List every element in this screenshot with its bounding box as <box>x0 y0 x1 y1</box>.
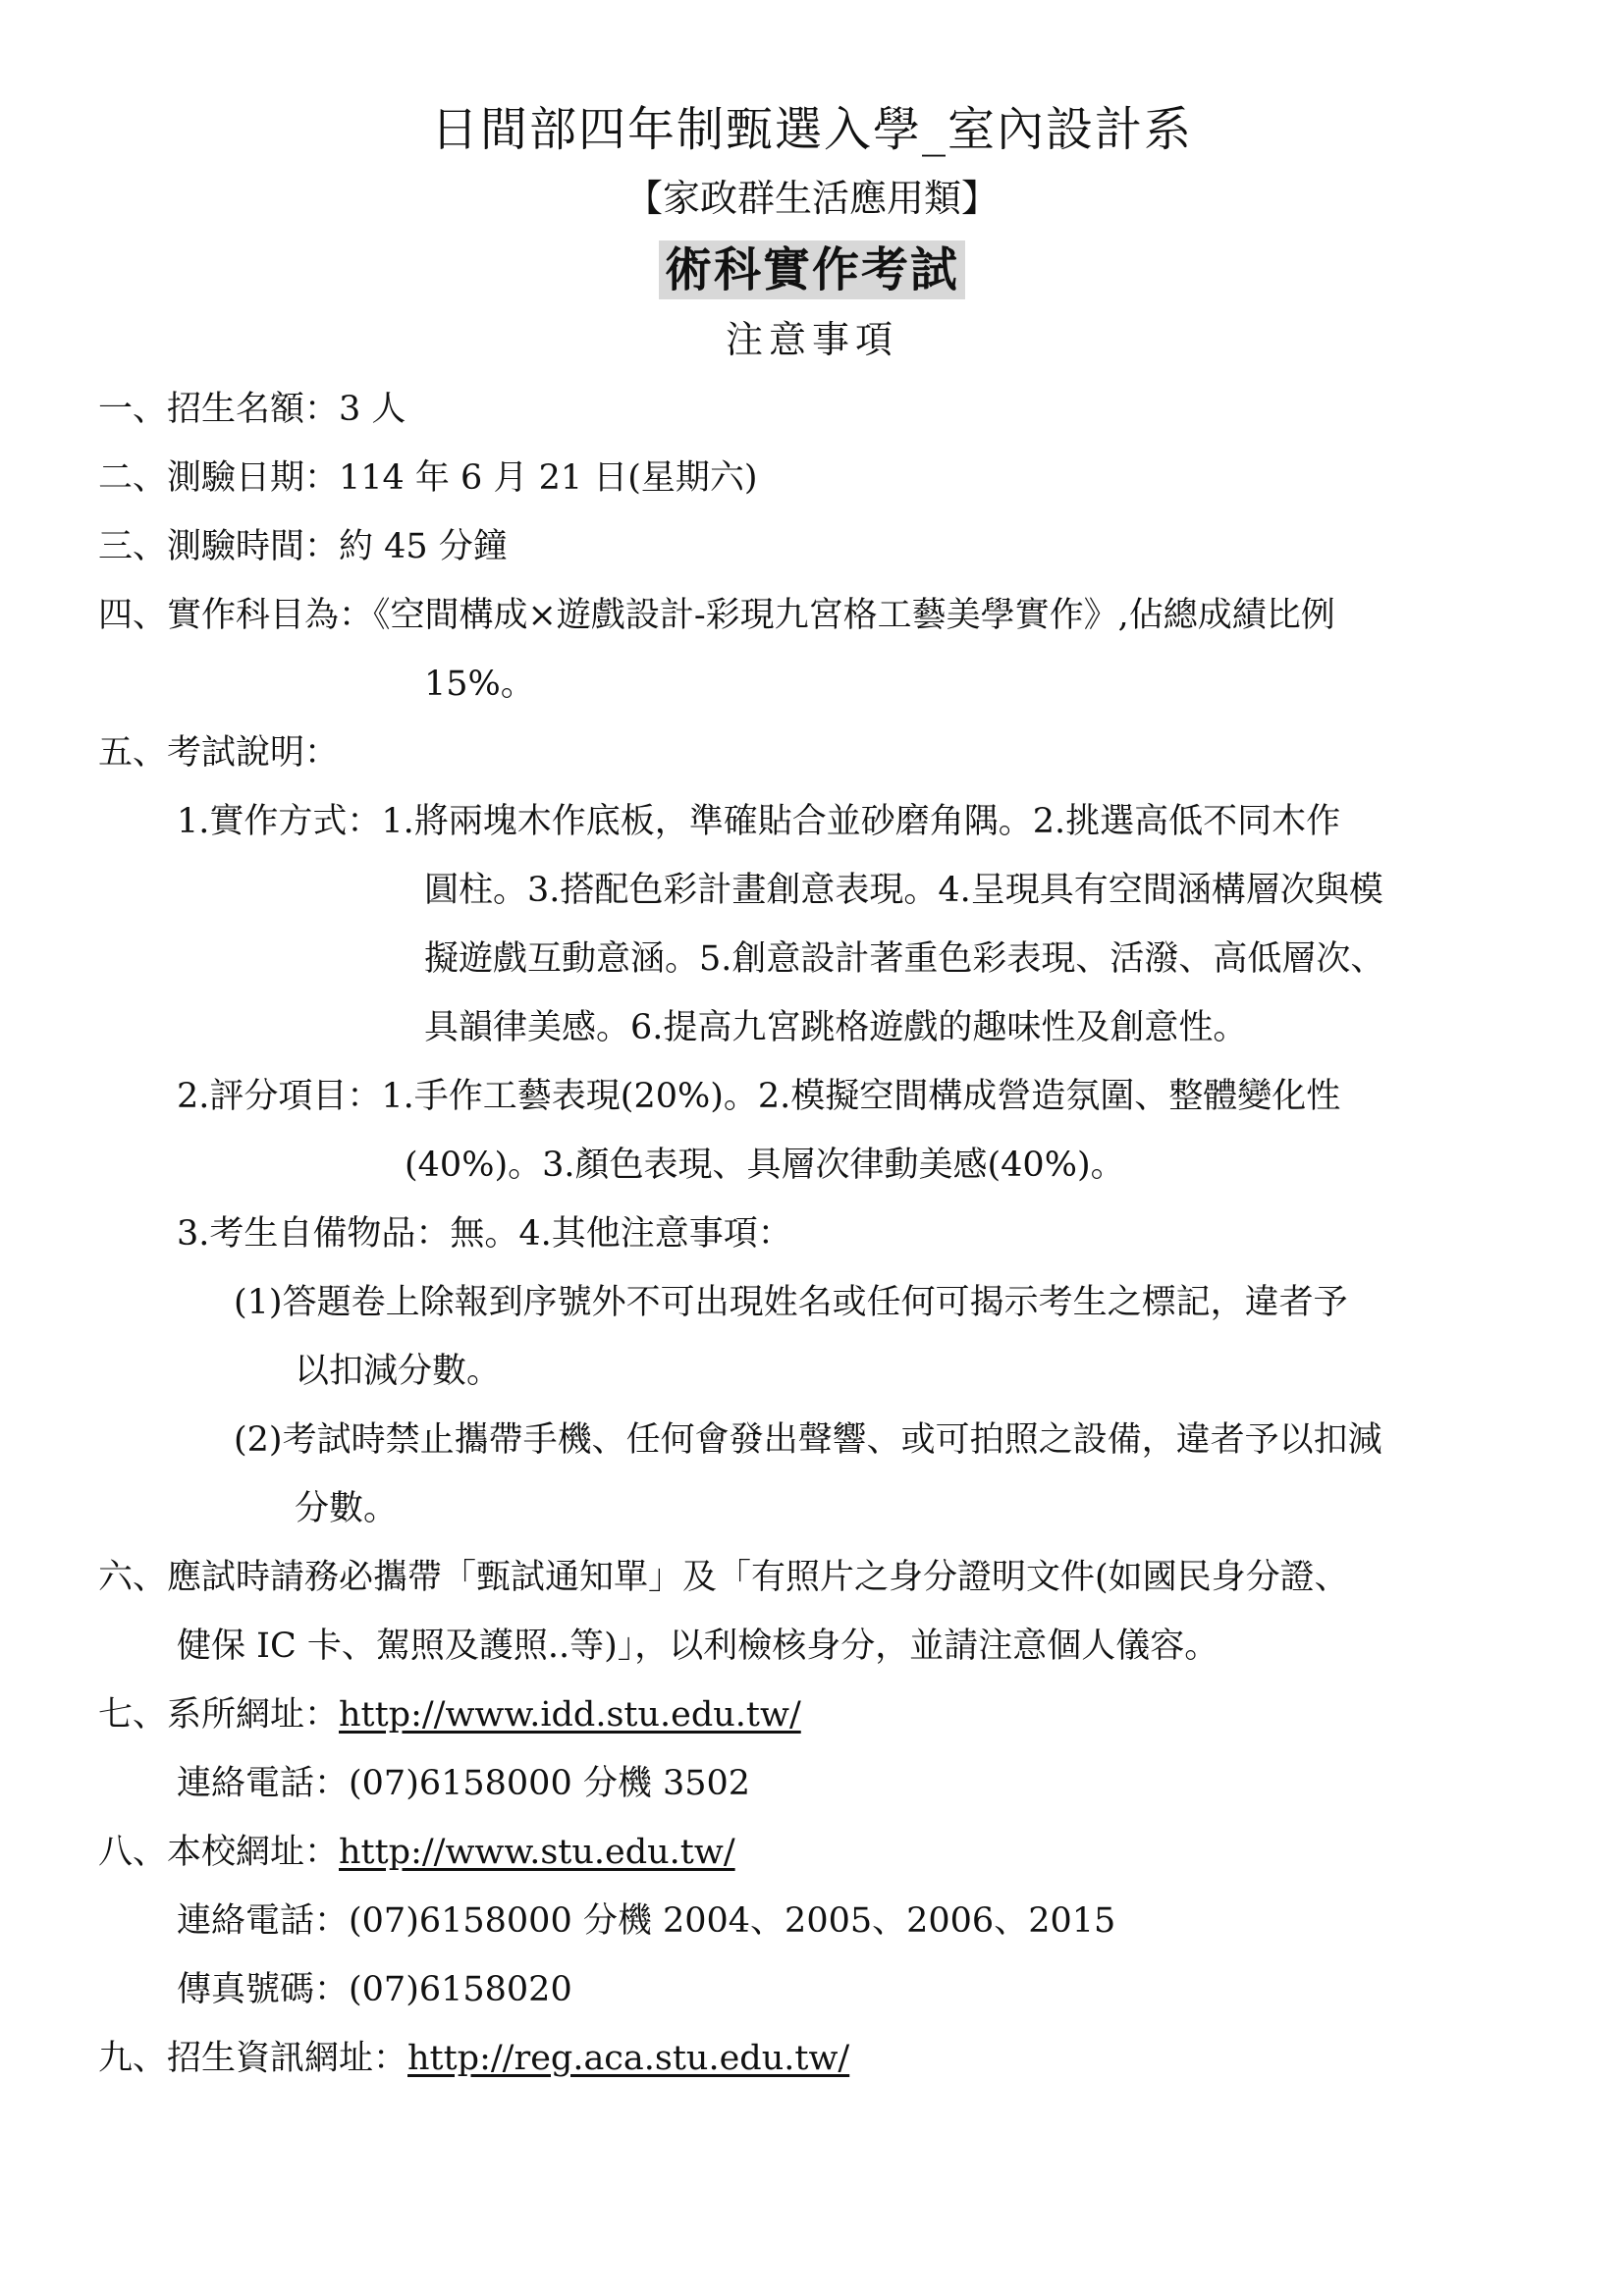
notice-heading: 注意事項 <box>725 318 898 361</box>
method-line4: 具韻律美感。6.提高九宮跳格遊戲的趣味性及創意性。 <box>424 1008 1248 1047</box>
school-fax: 傳真號碼：(07)6158020 <box>177 1970 572 2009</box>
exam-heading-text: 術科實作考試 <box>659 240 965 299</box>
item-exam-description: 五、考試說明： <box>98 733 340 773</box>
note2-line2: 分數。 <box>295 1489 399 1528</box>
admission-website-link[interactable]: http://reg.aca.stu.edu.tw/ <box>407 2039 850 2078</box>
note1-line2: 以扣減分數。 <box>295 1352 502 1391</box>
note1-line1: (1)答題卷上除報到序號外不可出現姓名或任何可揭示考生之標記，違者予 <box>234 1283 1348 1322</box>
method-line1: 1.實作方式：1.將兩塊木作底板，準確貼合並砂磨角隅。2.挑選高低不同木作 <box>177 802 1341 841</box>
id-requirement-line2: 健保 IC 卡、駕照及護照..等)」，以利檢核身分，並請注意個人儀容。 <box>177 1627 1219 1666</box>
exam-heading <box>0 240 1624 299</box>
id-requirement-line1: 六、應試時請務必攜帶「甄試通知單」及「有照片之身分證明文件(如國民身分證、 <box>98 1558 1349 1597</box>
category-heading: 【家政群生活應用類】 <box>624 177 999 220</box>
item-quota: 一、招生名額：3 人 <box>98 390 406 429</box>
school-website-link[interactable]: http://www.stu.edu.tw/ <box>339 1833 735 1872</box>
school-phone: 連絡電話：(07)6158000 分機 2004、2005、2006、2015 <box>177 1901 1116 1941</box>
page-title: 日間部四年制甄選入學_室內設計系 <box>430 102 1193 157</box>
dept-website-label: 七、系所網址： <box>98 1695 340 1735</box>
dept-website-link[interactable]: http://www.idd.stu.edu.tw/ <box>339 1695 801 1735</box>
note2-line1: (2)考試時禁止攜帶手機、任何會發出聲響、或可拍照之設備，違者予以扣減 <box>234 1420 1382 1460</box>
dept-website-row <box>98 1693 801 1736</box>
school-website-row <box>98 1831 735 1874</box>
scoring-line1: 2.評分項目：1.手作工藝表現(20%)。2.模擬空間構成營造氛圍、整體變化性 <box>177 1077 1341 1116</box>
item-subject-line1: 四、實作科目為：《空間構成×遊戲設計-彩現九宮格工藝美學實作》,佔總成績比例 <box>98 596 1335 635</box>
item-date: 二、測驗日期：114 年 6 月 21 日(星期六) <box>98 458 758 498</box>
admission-website-row <box>98 2037 849 2080</box>
item-time: 三、測驗時間：約 45 分鐘 <box>98 527 508 566</box>
admission-website-label: 九、招生資訊網址： <box>98 2039 408 2078</box>
item-subject-line2: 15%。 <box>424 665 535 704</box>
method-line3: 擬遊戲互動意涵。5.創意設計著重色彩表現、活潑、高低層次、 <box>424 939 1385 979</box>
method-line2: 圓柱。3.搭配色彩計畫創意表現。4.呈現具有空間涵構層次與模 <box>424 871 1383 910</box>
dept-phone: 連絡電話：(07)6158000 分機 3502 <box>177 1764 751 1803</box>
scoring-line2: (40%)。3.顏色表現、具層次律動美感(40%)。 <box>405 1146 1125 1185</box>
school-website-label: 八、本校網址： <box>98 1833 340 1872</box>
supplies-line: 3.考生自備物品：無。4.其他注意事項： <box>177 1214 792 1254</box>
